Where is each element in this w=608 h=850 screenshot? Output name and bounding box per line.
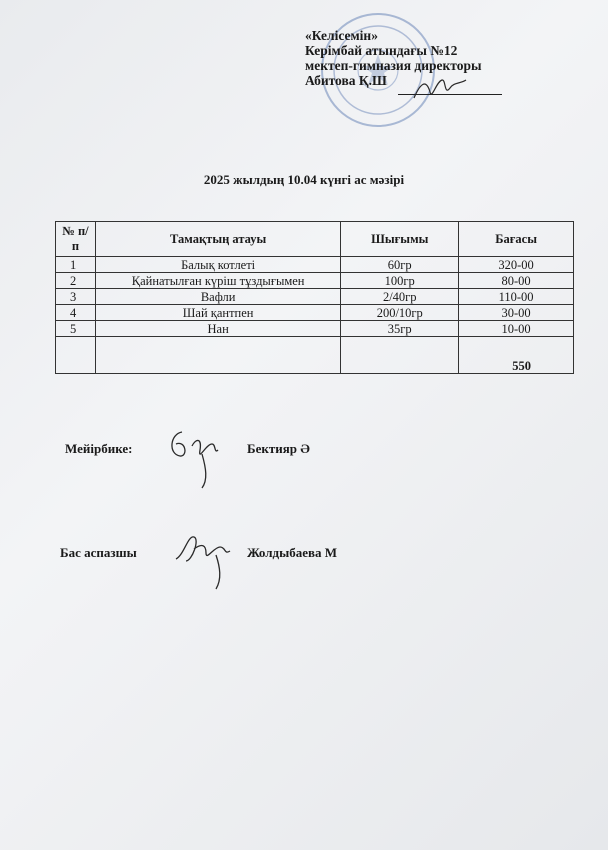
page-title: 2025 жылдың 10.04 күнгі ас мәзірі bbox=[203, 172, 405, 187]
header-dish-name: Тамақтың атауы bbox=[95, 222, 340, 257]
table-header-row bbox=[56, 222, 574, 257]
row-price: 320-00 bbox=[459, 257, 574, 273]
row-number: 4 bbox=[56, 305, 96, 321]
table-row bbox=[56, 273, 574, 289]
approval-line-agreed: «Келісемін» bbox=[305, 28, 378, 43]
table-row bbox=[56, 321, 574, 337]
row-yield: 100гр bbox=[341, 273, 459, 289]
row-price: 110-00 bbox=[459, 289, 574, 305]
row-price: 30-00 bbox=[459, 305, 574, 321]
nurse-signature-icon bbox=[162, 424, 232, 494]
row-dish-name: Вафли bbox=[95, 289, 340, 305]
row-yield: 2/40гр bbox=[341, 289, 459, 305]
row-price: 80-00 bbox=[459, 273, 574, 289]
header-price: Бағасы bbox=[459, 222, 574, 257]
director-signature-line bbox=[398, 94, 502, 95]
nurse-name: Бектияр Ә bbox=[247, 441, 310, 456]
approval-line-position: мектеп-гимназия директоры bbox=[305, 58, 482, 73]
nurse-label: Мейірбике: bbox=[65, 441, 133, 456]
row-number: 2 bbox=[56, 273, 96, 289]
director-signature-icon bbox=[410, 74, 470, 104]
row-number: 3 bbox=[56, 289, 96, 305]
table-row bbox=[56, 305, 574, 321]
approval-line-director: Абитова Қ.Ш bbox=[305, 73, 387, 88]
total-price: 550 bbox=[459, 337, 574, 374]
head-cook-signature-icon bbox=[170, 525, 240, 595]
row-dish-name: Шай қантпен bbox=[95, 305, 340, 321]
row-yield: 60гр bbox=[341, 257, 459, 273]
row-dish-name: Қайнатылған күріш тұздығымен bbox=[95, 273, 340, 289]
approval-line-school: Керімбай атындағы №12 bbox=[305, 43, 458, 58]
table-total-row bbox=[56, 337, 574, 374]
row-number: 5 bbox=[56, 321, 96, 337]
head-cook-name: Жолдыбаева М bbox=[247, 545, 338, 560]
table-row bbox=[56, 257, 574, 273]
head-cook-label: Бас аспазшы bbox=[60, 545, 137, 560]
menu-table bbox=[55, 221, 574, 374]
row-yield: 200/10гр bbox=[341, 305, 459, 321]
total-empty-cell bbox=[341, 337, 459, 374]
row-dish-name: Балық котлеті bbox=[95, 257, 340, 273]
table-row bbox=[56, 289, 574, 305]
row-yield: 35гр bbox=[341, 321, 459, 337]
row-dish-name: Нан bbox=[95, 321, 340, 337]
total-empty-cell bbox=[56, 337, 96, 374]
total-empty-cell bbox=[95, 337, 340, 374]
header-yield: Шығымы bbox=[341, 222, 459, 257]
row-price: 10-00 bbox=[459, 321, 574, 337]
row-number: 1 bbox=[56, 257, 96, 273]
header-number: № п/п bbox=[56, 222, 96, 257]
